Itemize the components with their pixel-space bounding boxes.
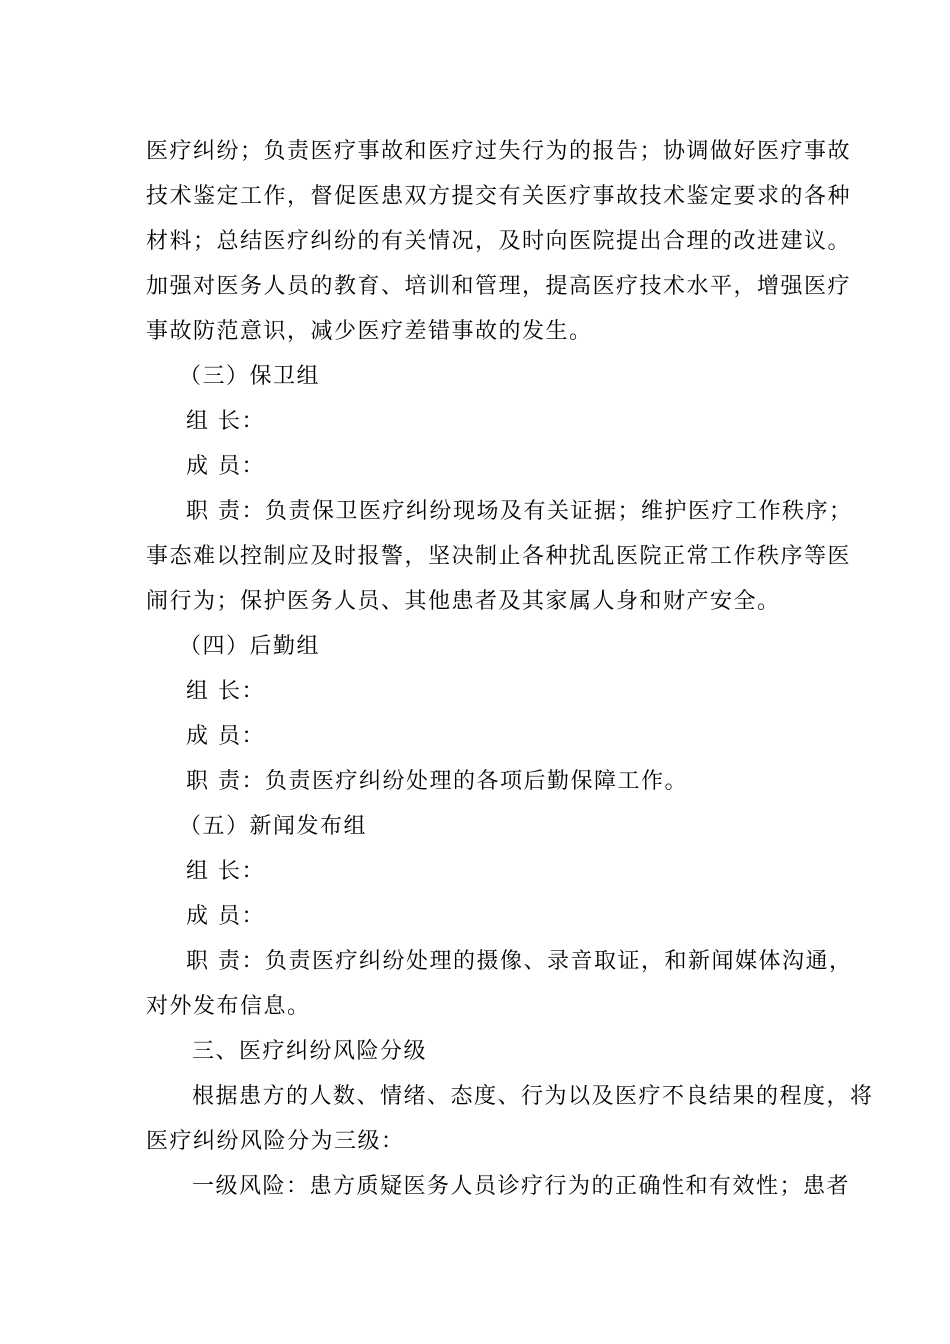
chapter-heading-risk-levels: 三、医疗纠纷风险分级 xyxy=(192,1039,428,1064)
paragraph-line: 事故防范意识，减少医疗差错事故的发生。 xyxy=(146,319,593,344)
group-member-label: 成 员： xyxy=(186,454,265,479)
paragraph-line: 材料；总结医疗纠纷的有关情况，及时向医院提出合理的改进建议。 xyxy=(146,229,852,254)
risk-level-one-line: 一级风险：患方质疑医务人员诊疗行为的正确性和有效性；患者 xyxy=(192,1174,851,1199)
paragraph-line: 对外发布信息。 xyxy=(146,994,311,1019)
document-page xyxy=(146,129,874,1209)
group-leader-label: 组 长： xyxy=(186,859,265,884)
group-member-label: 成 员： xyxy=(186,724,265,749)
paragraph-line: 医疗纠纷；负责医疗事故和医疗过失行为的报告；协调做好医疗事故 xyxy=(146,139,852,164)
section-heading-logistics: （四）后勤组 xyxy=(179,634,321,659)
group-member-label: 成 员： xyxy=(186,904,265,929)
paragraph-line: 闹行为；保护医务人员、其他患者及其家属人身和财产安全。 xyxy=(146,589,781,614)
duty-line: 职 责：负责保卫医疗纠纷现场及有关证据；维护医疗工作秩序； xyxy=(186,499,853,524)
paragraph-line: 技术鉴定工作，督促医患双方提交有关医疗事故技术鉴定要求的各种 xyxy=(146,184,852,209)
paragraph-line: 医疗纠纷风险分为三级： xyxy=(146,1129,405,1154)
duty-line: 职 责：负责医疗纠纷处理的各项后勤保障工作。 xyxy=(186,769,688,794)
section-heading-news: （五）新闻发布组 xyxy=(179,814,368,839)
paragraph-line: 根据患方的人数、情绪、态度、行为以及医疗不良结果的程度，将 xyxy=(192,1084,874,1109)
group-leader-label: 组 长： xyxy=(186,409,265,434)
group-leader-label: 组 长： xyxy=(186,679,265,704)
paragraph-line: 加强对医务人员的教育、培训和管理，提高医疗技术水平，增强医疗 xyxy=(146,274,852,299)
duty-line: 职 责：负责医疗纠纷处理的摄像、录音取证，和新闻媒体沟通， xyxy=(186,949,853,974)
paragraph-line: 事态难以控制应及时报警，坚决制止各种扰乱医院正常工作秩序等医 xyxy=(146,544,852,569)
section-heading-security: （三）保卫组 xyxy=(179,364,321,389)
